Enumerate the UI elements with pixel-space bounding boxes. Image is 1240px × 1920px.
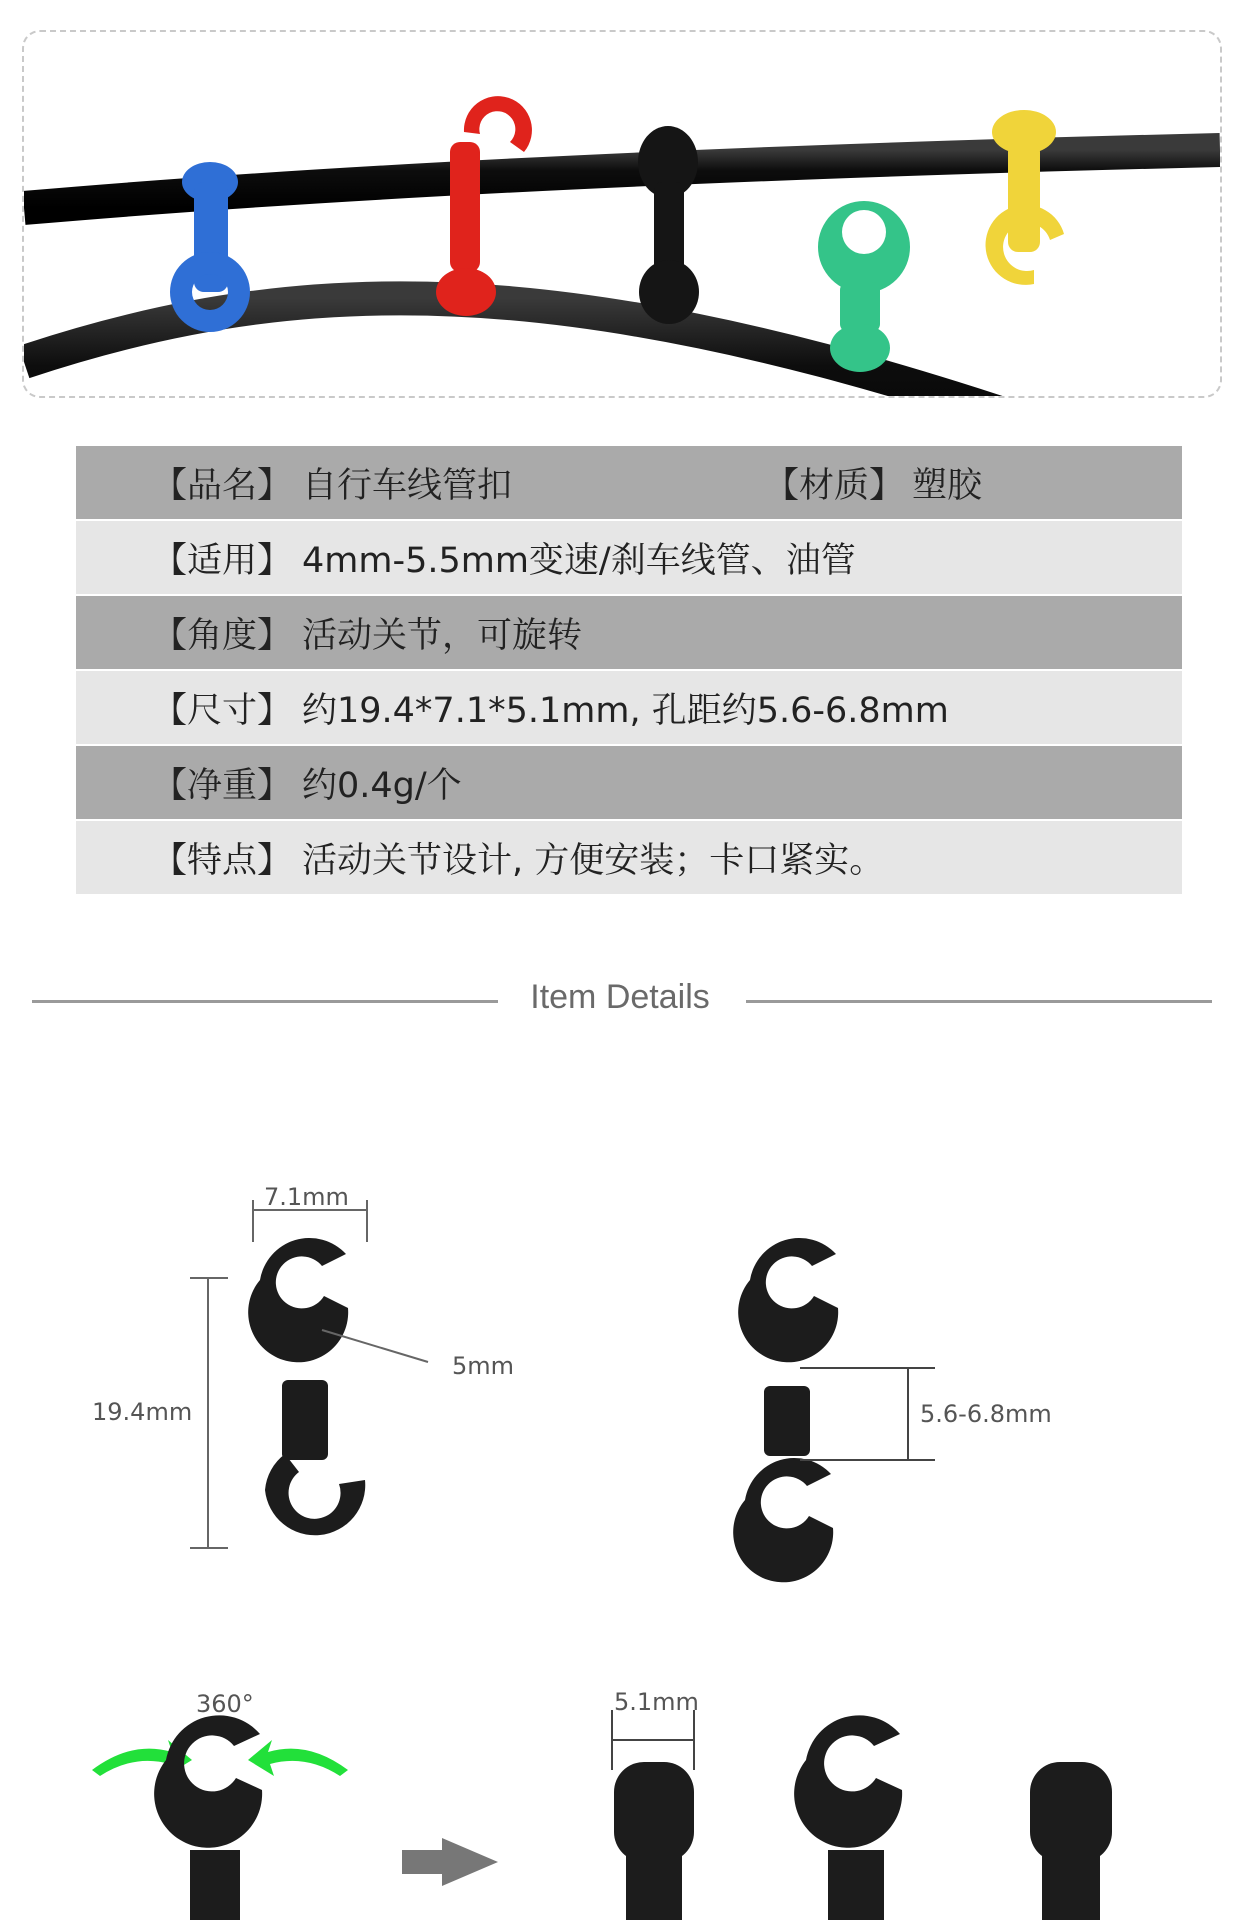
spec-row-name bbox=[76, 446, 1182, 519]
product-photo bbox=[22, 30, 1222, 398]
spec-label: 【尺寸】 bbox=[152, 690, 293, 731]
spec-value-material: 塑胶 bbox=[912, 465, 983, 506]
back-view-clip bbox=[1030, 1762, 1112, 1920]
clip-diagram-left bbox=[190, 1200, 428, 1548]
spec-label: 【角度】 bbox=[152, 615, 293, 656]
thickness-label: 5.1mm bbox=[614, 1688, 699, 1716]
spec-value: 活动关节设计, 方便安装；卡口紧实。 bbox=[302, 840, 885, 881]
spec-label: 【净重】 bbox=[152, 765, 293, 806]
spec-row-features bbox=[76, 821, 1182, 894]
pitch-label: 5.6-6.8mm bbox=[920, 1400, 1052, 1428]
spec-label: 【特点】 bbox=[152, 840, 293, 881]
section-title: Item Details bbox=[530, 978, 710, 1016]
black-clip bbox=[638, 126, 699, 324]
divider-line-left bbox=[32, 1000, 498, 1003]
spec-label: 【适用】 bbox=[152, 540, 293, 581]
rotation-clip bbox=[92, 1715, 348, 1920]
spec-table bbox=[76, 446, 1182, 896]
right-arrow-icon bbox=[402, 1838, 498, 1886]
dimension-diagram bbox=[0, 1150, 1240, 1920]
spec-label: 【品名】 bbox=[152, 465, 293, 506]
rotate-arrow-right-icon bbox=[248, 1740, 348, 1776]
spec-row-weight bbox=[76, 746, 1182, 819]
green-clip bbox=[818, 201, 910, 372]
spec-row-size bbox=[76, 671, 1182, 744]
spec-value: 4mm-5.5mm变速/刹车线管、油管 bbox=[302, 540, 856, 581]
width-label: 7.1mm bbox=[264, 1183, 349, 1211]
yellow-clip bbox=[986, 110, 1064, 285]
red-clip bbox=[436, 96, 532, 316]
spec-value: 约0.4g/个 bbox=[302, 765, 462, 806]
spec-row-usage bbox=[76, 521, 1182, 594]
spec-value: 活动关节，可旋转 bbox=[302, 615, 583, 656]
spec-row-angle bbox=[76, 596, 1182, 669]
spec-value: 自行车线管扣 bbox=[302, 465, 513, 506]
height-label: 19.4mm bbox=[92, 1398, 193, 1426]
hole-label: 5mm bbox=[452, 1352, 515, 1380]
divider-line-right bbox=[746, 1000, 1212, 1003]
side-view-clip bbox=[612, 1710, 694, 1920]
rotation-label: 360° bbox=[196, 1690, 254, 1718]
spec-value: 约19.4*7.1*5.1mm, 孔距约5.6-6.8mm bbox=[302, 690, 949, 731]
clip-diagram-right bbox=[733, 1238, 935, 1582]
front-view-clip bbox=[794, 1715, 902, 1920]
spec-label-material: 【材质】 bbox=[764, 465, 905, 506]
